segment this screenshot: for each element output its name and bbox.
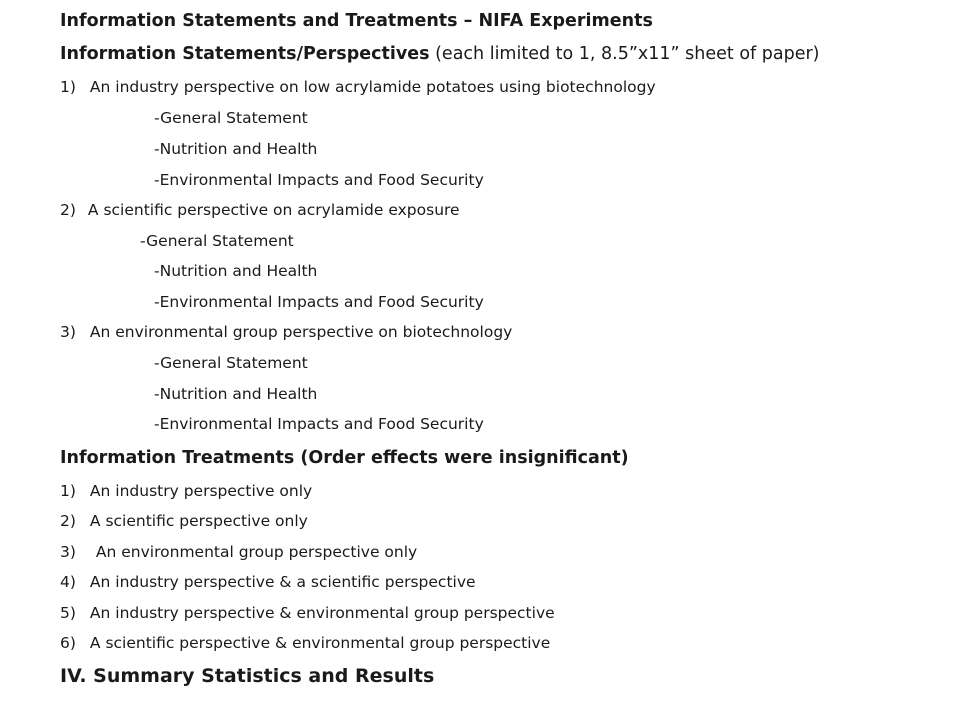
perspective-text: An environmental group perspective on biotechnology [89,323,513,341]
treatment-item-6 [60,633,550,653]
treatment-text: An environmental group perspective only [95,543,418,561]
treatment-number: 1) [60,482,76,500]
treatment-number: 5) [60,604,76,622]
perspectives-heading-note: (each limited to 1, 8.5”x11” sheet of paper) [429,44,820,64]
perspective-number: 1) [60,78,76,96]
perspective-1-sub-1: -General Statement [154,109,308,127]
treatments-heading: Information Treatments (Order effects were insignificant) [60,448,629,468]
treatment-number: 6) [60,634,76,652]
perspective-item-2 [60,200,460,220]
perspective-2-sub-3: -Environmental Impacts and Food Security [154,293,484,311]
treatment-text: A scientific perspective only [89,512,308,530]
treatment-text: An industry perspective only [89,482,313,500]
perspective-2-sub-1: -General Statement [140,232,294,250]
treatment-text: An industry perspective & a scientific perspective [89,573,476,591]
perspective-item-1 [60,77,656,97]
perspective-text: An industry perspective on low acrylamide potatoes using biotechnology [89,78,656,96]
perspective-item-3 [60,322,512,342]
treatment-item-1 [60,481,312,501]
treatment-item-2 [60,511,308,531]
perspectives-heading-bold: Information Statements/Perspectives [60,44,430,64]
perspectives-heading [60,43,820,65]
treatment-text: An industry perspective & environmental group perspective [89,604,555,622]
perspective-3-sub-2: -Nutrition and Health [154,385,318,403]
treatment-text: A scientific perspective & environmental group perspective [89,634,551,652]
summary-heading: IV. Summary Statistics and Results [60,665,435,687]
treatment-item-4 [60,572,476,592]
perspective-number: 2) [60,201,76,219]
perspective-2-sub-2: -Nutrition and Health [154,262,318,280]
perspective-1-sub-3: -Environmental Impacts and Food Security [154,171,484,189]
treatment-number: 3) [60,543,76,561]
perspective-text: A scientific perspective on acrylamide exposure [87,201,460,219]
perspective-3-sub-3: -Environmental Impacts and Food Security [154,415,484,433]
perspective-1-sub-2: -Nutrition and Health [154,140,318,158]
treatment-number: 4) [60,573,76,591]
perspective-3-sub-1: -General Statement [154,354,308,372]
perspective-number: 3) [60,323,76,341]
treatment-item-3 [60,542,417,562]
treatment-number: 2) [60,512,76,530]
treatment-item-5 [60,603,555,623]
page-title: Information Statements and Treatments – NIFA Experiments [60,11,653,31]
